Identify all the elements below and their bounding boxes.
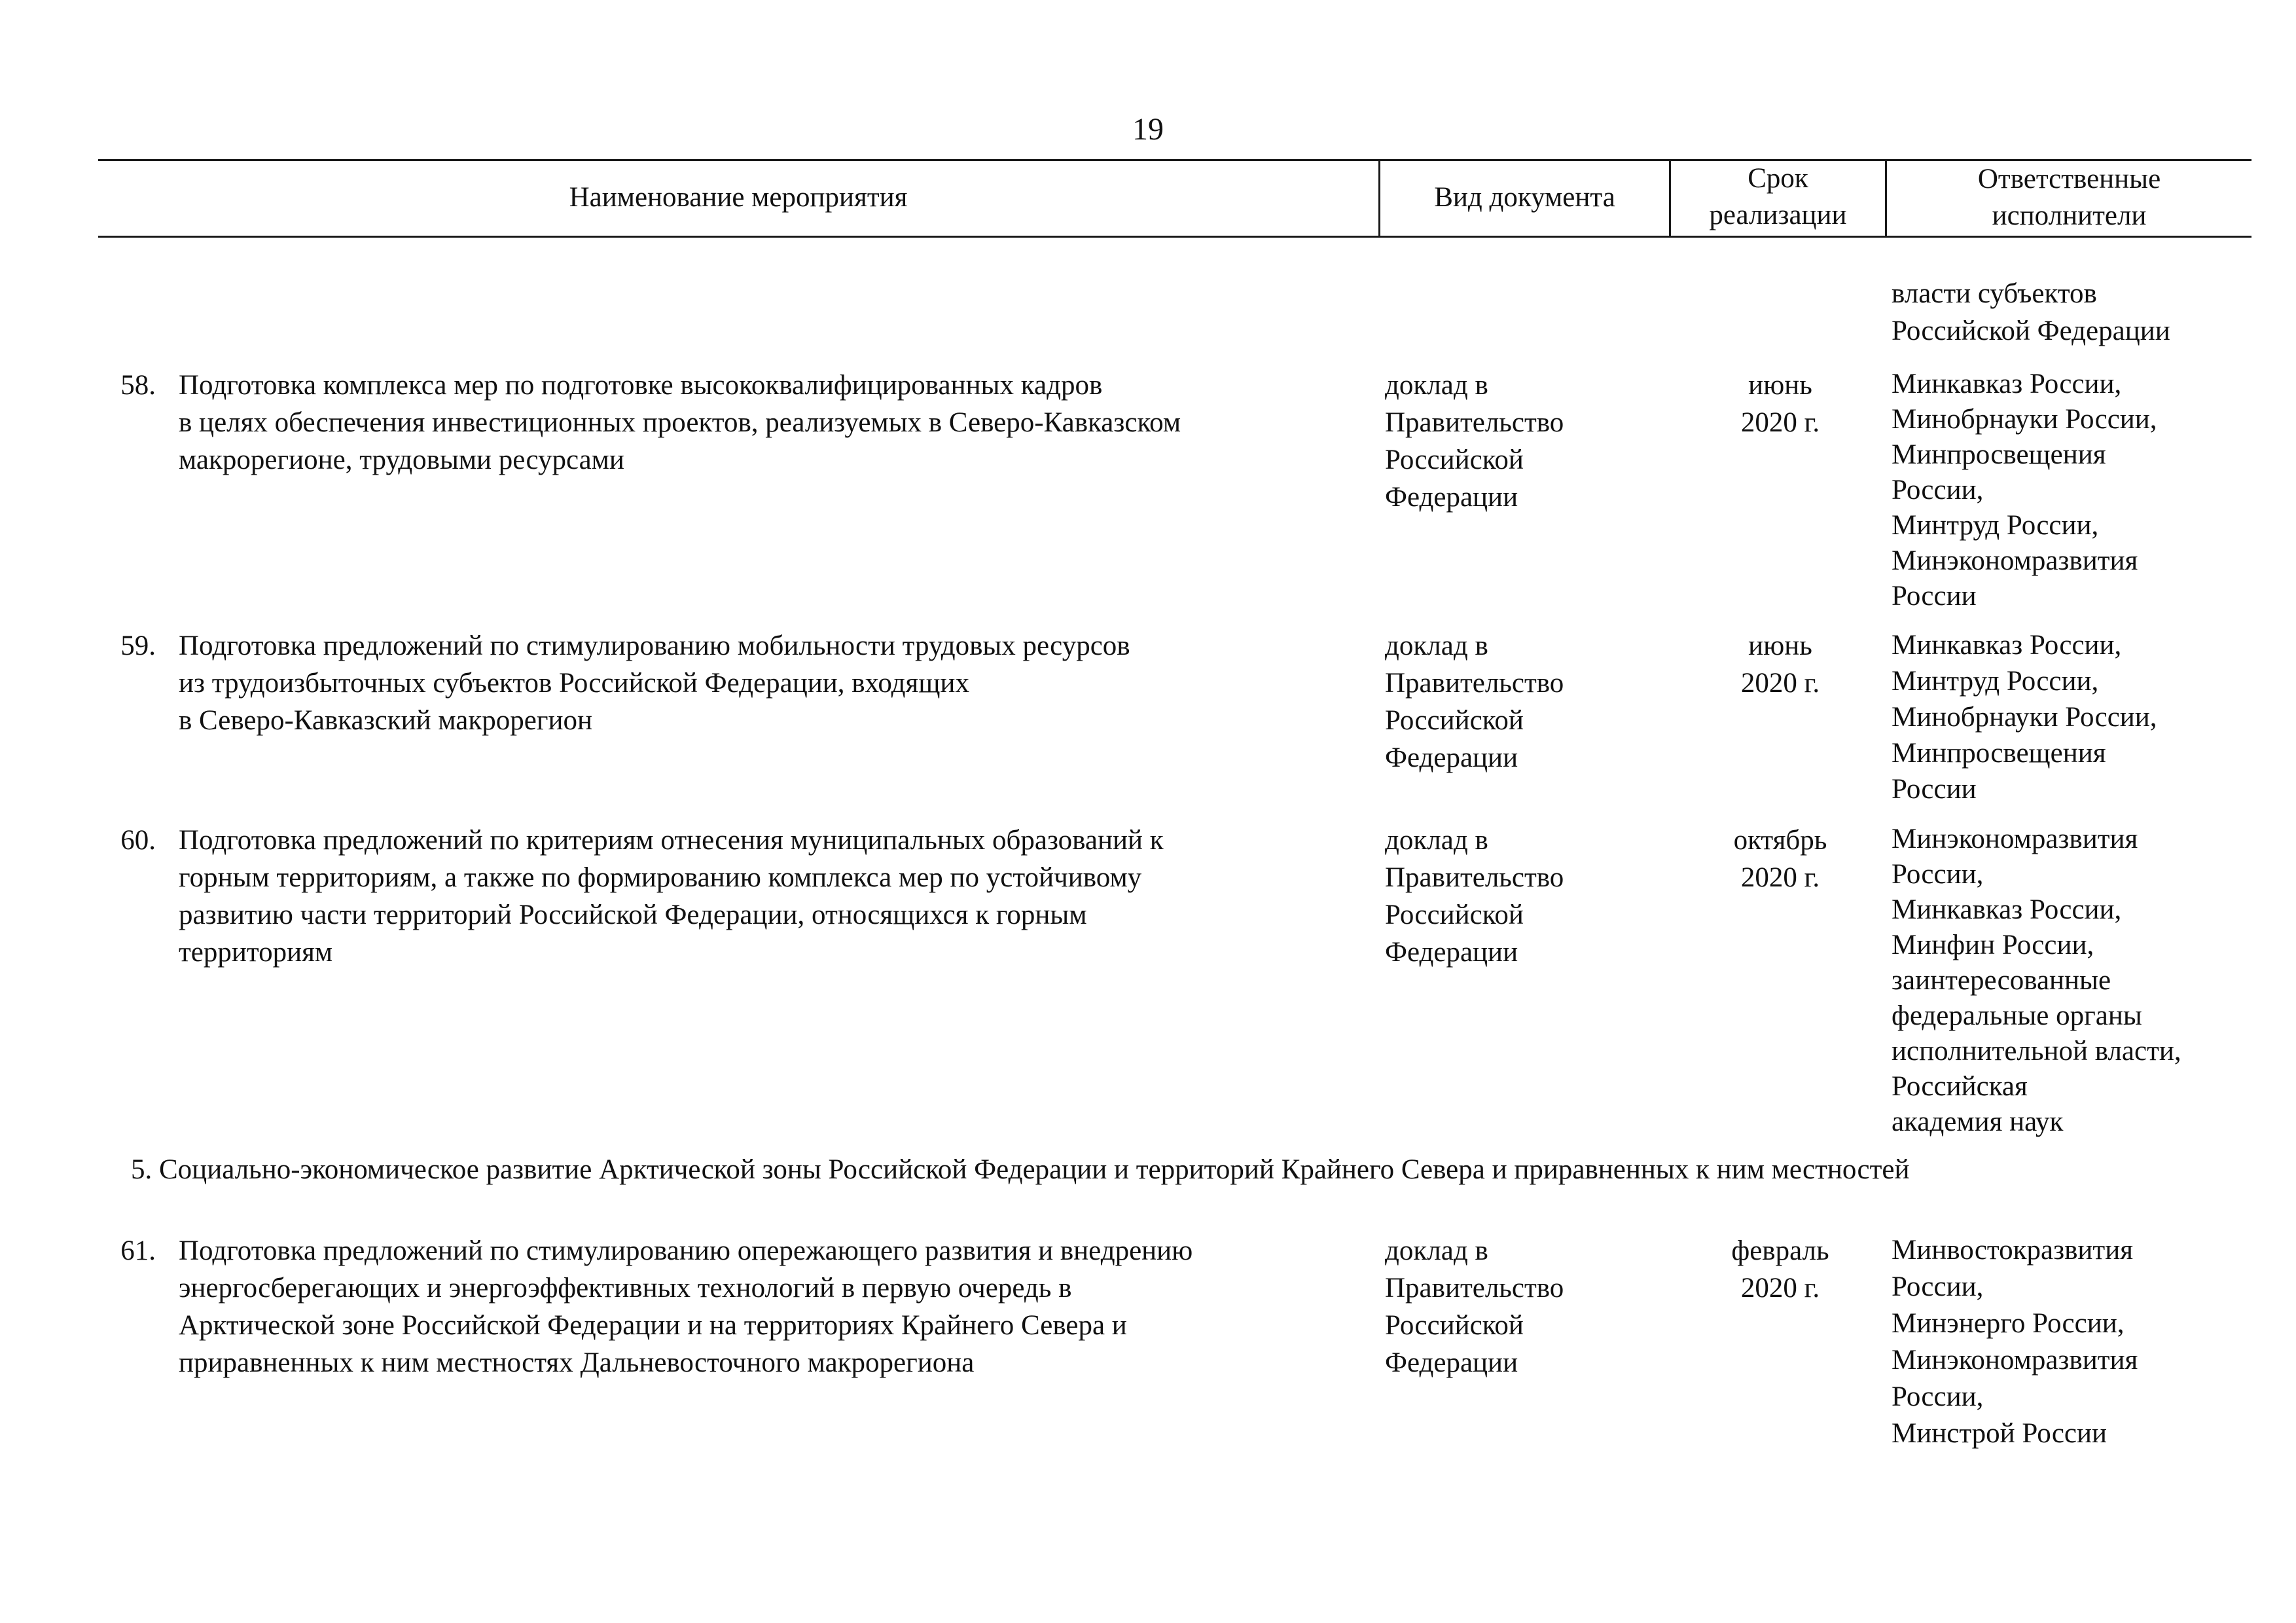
doc-line: Правительство	[1385, 668, 1564, 699]
resp-line: России,	[1892, 859, 1984, 890]
header-bottom-rule	[98, 236, 2251, 238]
name-line: в целях обеспечения инвестиционных проектов, реализуемых в Северо-Кавказском	[179, 407, 1181, 438]
resp-line: Минвостокразвития	[1892, 1235, 2134, 1266]
row-responsible	[1892, 1232, 2258, 1452]
name-line: территориям	[179, 937, 333, 968]
row-number: 59.	[120, 630, 156, 661]
resp-line: России,	[1892, 475, 1984, 505]
row-doc-type	[1385, 1232, 1666, 1381]
resp-line: Минэкономразвития	[1892, 545, 2138, 576]
term-line: 2020 г.	[1740, 862, 1820, 893]
continuation-responsible	[1892, 275, 2258, 350]
doc-line: Федерации	[1385, 742, 1518, 773]
resp-line: исполнительной власти,	[1892, 1036, 2181, 1067]
doc-line: Правительство	[1385, 862, 1564, 893]
header-responsible-line: исполнители	[1992, 200, 2147, 231]
term-line: 2020 г.	[1740, 668, 1820, 699]
term-line: июнь	[1748, 630, 1812, 661]
header-name: Наименование мероприятия	[569, 182, 908, 213]
doc-line: доклад в	[1385, 370, 1488, 401]
row-term	[1676, 367, 1885, 441]
resp-line: Минпросвещения	[1892, 439, 2106, 470]
name-line: в Северо-Кавказский макрорегион	[179, 705, 593, 736]
header-term-line: Срок	[1748, 163, 1808, 194]
name-line: энергосберегающих и энергоэффективных технологий в первую очередь в	[179, 1273, 1072, 1304]
resp-line: Минтруд России,	[1892, 510, 2099, 541]
row-number: 60.	[120, 825, 156, 856]
row-doc-type	[1385, 627, 1666, 776]
name-line: Подготовка предложений по стимулированию мобильности трудовых ресурсов	[179, 630, 1130, 661]
row-term	[1676, 1232, 1885, 1307]
resp-line: Российская	[1892, 1071, 2028, 1102]
resp-line: федеральные органы	[1892, 1000, 2142, 1031]
resp-line: России,	[1892, 1271, 1984, 1302]
doc-line: Правительство	[1385, 407, 1564, 438]
header-term	[1671, 160, 1885, 234]
resp-line: заинтересованные	[1892, 965, 2111, 996]
row-responsible	[1892, 367, 2258, 614]
header-doc-type: Вид документа	[1434, 182, 1615, 213]
name-line: из трудоизбыточных субъектов Российской Федерации, входящих	[179, 668, 969, 699]
doc-line: доклад в	[1385, 825, 1488, 856]
resp-line: академия наук	[1892, 1106, 2064, 1137]
section-title: 5. Социально-экономическое развитие Арктической зоны Российской Федерации и территорий Крайнего Севера и приравненных к ним местностей	[131, 1154, 1910, 1185]
name-line: Арктической зоне Российской Федерации и на территориях Крайнего Севера и	[179, 1310, 1127, 1341]
resp-line: Минобрнауки России,	[1892, 702, 2157, 733]
resp-line: Минэнерго России,	[1892, 1308, 2125, 1339]
doc-line: Правительство	[1385, 1273, 1564, 1304]
row-doc-type	[1385, 822, 1666, 971]
resp-line: власти субъектов	[1892, 278, 2097, 309]
page-number: 19	[1132, 112, 1164, 147]
resp-line: Минпросвещения	[1892, 738, 2106, 769]
doc-line: доклад в	[1385, 1235, 1488, 1266]
name-line: Подготовка предложений по стимулированию опережающего развития и внедрению	[179, 1235, 1193, 1266]
resp-line: Минстрой России	[1892, 1418, 2108, 1449]
resp-line: Минкавказ России,	[1892, 630, 2122, 661]
row-term	[1676, 627, 1885, 702]
name-line: горным территориям, а также по формированию комплекса мер по устойчивому	[179, 862, 1142, 893]
term-line: октябрь	[1733, 825, 1827, 856]
term-line: июнь	[1748, 370, 1812, 401]
resp-line: Минэкономразвития	[1892, 824, 2138, 854]
resp-line: Российской Федерации	[1892, 316, 2170, 346]
resp-line: Минкавказ России,	[1892, 894, 2122, 925]
row-number: 58.	[120, 370, 156, 401]
term-line: 2020 г.	[1740, 407, 1820, 438]
resp-line: Минэкономразвития	[1892, 1345, 2138, 1376]
row-doc-type	[1385, 367, 1666, 516]
resp-line: Минтруд России,	[1892, 666, 2099, 697]
row-name	[179, 1232, 1383, 1381]
resp-line: России	[1892, 581, 1977, 611]
name-line: развитию части территорий Российской Федерации, относящихся к горным	[179, 900, 1087, 930]
doc-line: доклад в	[1385, 630, 1488, 661]
row-name	[179, 627, 1383, 739]
name-line: приравненных к ним местностях Дальневосточного макрорегиона	[179, 1347, 975, 1378]
name-line: Подготовка предложений по критериям отнесения муниципальных образований к	[179, 825, 1164, 856]
header-responsible	[1887, 161, 2251, 234]
row-name	[179, 822, 1383, 971]
term-line: февраль	[1731, 1235, 1829, 1266]
doc-line: Федерации	[1385, 937, 1518, 968]
row-name	[179, 367, 1383, 479]
resp-line: Минобрнауки России,	[1892, 404, 2157, 435]
row-number: 61.	[120, 1235, 156, 1266]
doc-line: Российской	[1385, 900, 1524, 930]
doc-line: Федерации	[1385, 1347, 1518, 1378]
name-line: макрорегионе, трудовыми ресурсами	[179, 445, 624, 475]
resp-line: Минкавказ России,	[1892, 369, 2122, 399]
term-line: 2020 г.	[1740, 1273, 1820, 1304]
header-responsible-line: Ответственные	[1977, 164, 2161, 194]
resp-line: России	[1892, 774, 1977, 805]
doc-line: Российской	[1385, 445, 1524, 475]
doc-line: Российской	[1385, 1310, 1524, 1341]
resp-line: Минфин России,	[1892, 930, 2094, 960]
header-term-line: реализации	[1709, 200, 1847, 230]
row-responsible	[1892, 822, 2258, 1140]
doc-line: Российской	[1385, 705, 1524, 736]
name-line: Подготовка комплекса мер по подготовке высококвалифицированных кадров	[179, 370, 1103, 401]
row-term	[1676, 822, 1885, 896]
row-responsible	[1892, 627, 2258, 807]
resp-line: России,	[1892, 1381, 1984, 1412]
doc-line: Федерации	[1385, 482, 1518, 513]
